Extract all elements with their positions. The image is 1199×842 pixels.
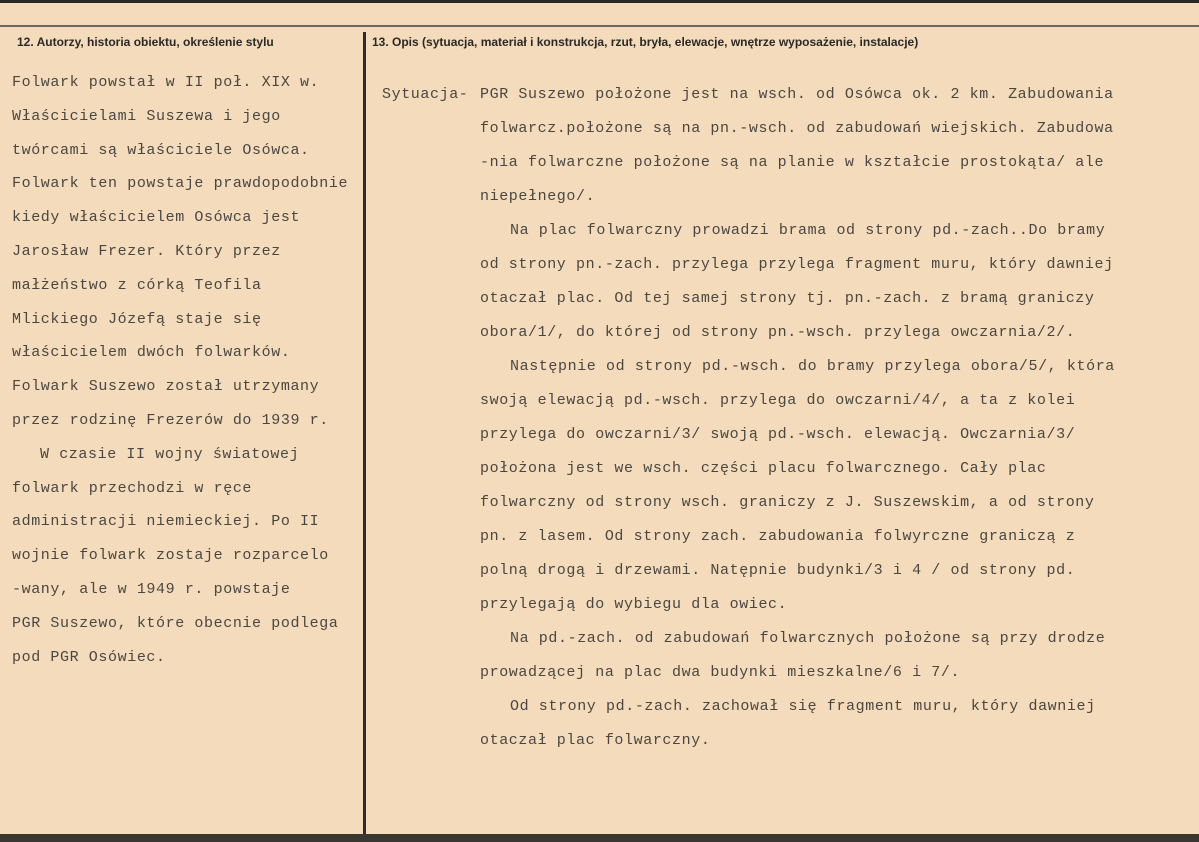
text-line: przez rodzinę Frezerów do 1939 r. (12, 411, 329, 429)
text-line: Właścicielami Suszewa i jego (12, 107, 281, 125)
text-line: Jarosław Frezer. Który przez (12, 242, 281, 260)
description-text (382, 86, 1157, 786)
text-line: otaczał plac folwarczny. (480, 732, 711, 749)
text-line: Folwark powstał w II poł. XIX w. (12, 74, 320, 91)
text-line: Na plac folwarczny prowadzi brama od strony pd.-zach..Do bramy (510, 222, 1106, 239)
bottom-edge (0, 834, 1199, 842)
text-line: wojnie folwark zostaje rozparcelo (12, 547, 329, 565)
text-line: prowadzącej na plac dwa budynki mieszkalne/6 i 7/. (480, 664, 961, 681)
text-line: twórcami są właściciele Osówca. (12, 141, 310, 159)
text-line: Folwark Suszewo został utrzymany (12, 378, 320, 396)
text-line: Następnie od strony pd.-wsch. do bramy przylega obora/5/, która (510, 358, 1115, 375)
text-line: kiedy właścicielem Osówca jest (12, 209, 301, 227)
text-line: Folwark ten powstaje prawdopodobnie (12, 175, 349, 193)
text-line: administracji niemieckiej. Po II (12, 513, 320, 531)
text-line: W czasie II wojny światowej (40, 445, 300, 463)
text-line: swoją elewacją pd.-wsch. przylega do owczarni/4/, a ta z kolei (480, 392, 1076, 409)
header-section-13: 13. Opis (sytuacja, materiał i konstrukcja, rzut, bryła, elewacje, wnętrze wyposażenie, instalacje) (372, 35, 919, 49)
text-line: przylega do owczarni/3/ swoją pd.-wsch. elewacją. Owczarnia/3/ (480, 426, 1076, 443)
text-line: Od strony pd.-zach. zachował się fragment muru, który dawniej (510, 698, 1096, 715)
text-line: PGR Suszewo położone jest na wsch. od Osówca ok. 2 km. Zabudowania (480, 86, 1114, 103)
text-line: od strony pn.-zach. przylega przylega fragment muru, który dawniej (480, 256, 1114, 273)
history-text (12, 66, 362, 666)
text-line: pod PGR Osówiec. (12, 648, 166, 666)
text-line: małżeństwo z córką Teofila (12, 276, 262, 294)
text-line: folwark przechodzi w ręce (12, 479, 253, 497)
text-line: polną drogą i drzewami. Natępnie budynki/3 i 4 / od strony pd. (480, 562, 1076, 579)
text-line: położona jest we wsch. części placu folwarcznego. Cały plac (480, 460, 1047, 477)
section-label: Sytuacja- (382, 86, 469, 103)
text-line: właścicielem dwóch folwarków. (12, 344, 291, 362)
top-edge (0, 0, 1199, 3)
header-section-12: 12. Autorzy, historia obiektu, określenie stylu (17, 35, 274, 49)
text-line: przylegają do wybiegu dla owiec. (480, 596, 788, 613)
text-line: Mlickiego Józefą staje się (12, 310, 262, 328)
text-line: PGR Suszewo, które obecnie podlega (12, 614, 339, 632)
text-line: niepełnego/. (480, 188, 596, 205)
text-line: -wany, ale w 1949 r. powstaje (12, 580, 291, 598)
text-line: otaczał plac. Od tej samej strony tj. pn.-zach. z bramą graniczy (480, 290, 1095, 307)
text-line: pn. z lasem. Od strony zach. zabudowania folwyrczne graniczą z (480, 528, 1076, 545)
text-line: folwarcz.położone są na pn.-wsch. od zabudowań wiejskich. Zabudowa (480, 120, 1114, 137)
text-line: obora/1/, do której od strony pn.-wsch. przylega owczarnia/2/. (480, 324, 1076, 341)
text-line: folwarczny od strony wsch. graniczy z J. Suszewskim, a od strony (480, 494, 1095, 511)
text-line: Na pd.-zach. od zabudowań folwarcznych położone są przy drodze (510, 630, 1106, 647)
column-divider (363, 32, 366, 834)
header-divider (0, 25, 1199, 27)
text-line: -nia folwarczne położone są na planie w kształcie prostokąta/ ale (480, 154, 1105, 171)
